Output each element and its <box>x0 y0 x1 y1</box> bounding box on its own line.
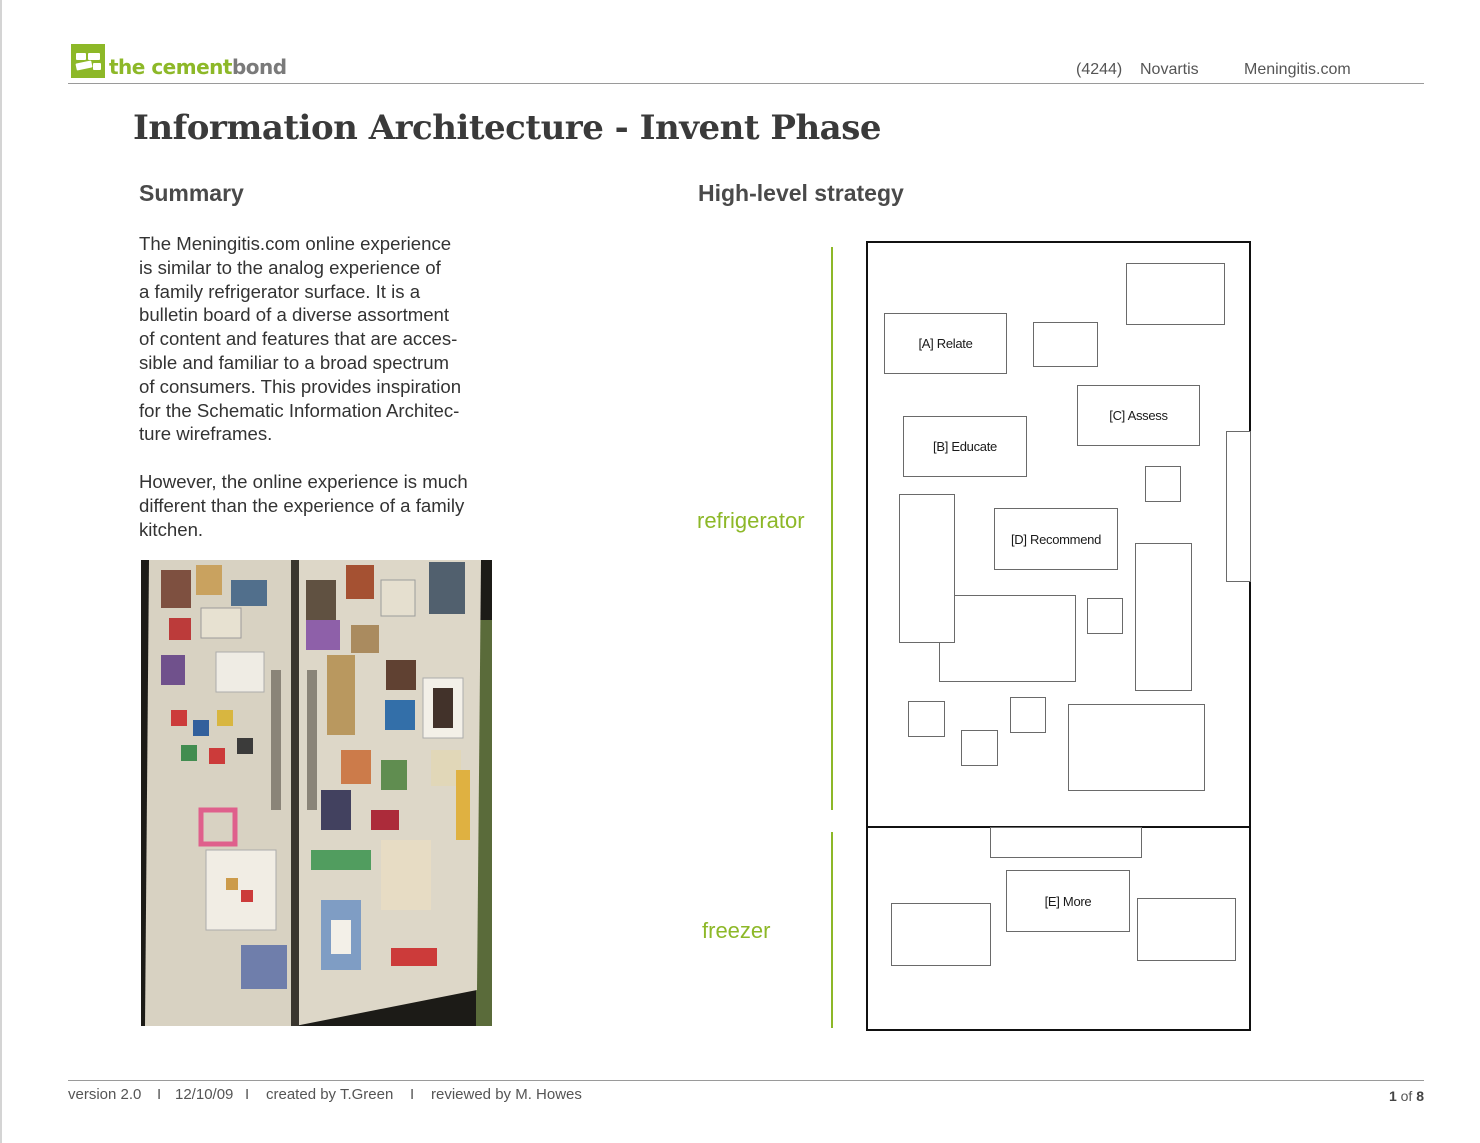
placeholder-box <box>1226 431 1251 582</box>
footer-separator: I <box>245 1086 250 1103</box>
placeholder-box <box>891 903 991 966</box>
footer-divider <box>68 1080 1424 1081</box>
placeholder-box <box>990 827 1142 858</box>
placeholder-box <box>1135 543 1192 691</box>
page-total: 8 <box>1416 1088 1424 1104</box>
project-code: (4244) <box>1076 61 1123 78</box>
summary-line: of content and features that are acces- <box>139 328 458 350</box>
summary-line: bulletin board of a diverse assortment <box>139 304 450 326</box>
cementbond-logo <box>71 42 287 78</box>
freezer-label: freezer <box>702 918 771 943</box>
summary-line: The Meningitis.com online experience <box>139 233 452 254</box>
footer-reviewed-by: reviewed by M. Howes <box>431 1086 582 1103</box>
summary-paragraph-1 <box>139 232 509 446</box>
page-edge <box>0 0 2 1143</box>
footer-separator: I <box>410 1086 415 1103</box>
summary-line: ture wireframes. <box>139 423 273 445</box>
placeholder-box <box>1145 466 1181 502</box>
client-name: Novartis <box>1140 61 1199 78</box>
refrigerator-photo <box>141 560 492 1026</box>
cement-brick-icon <box>71 44 105 78</box>
refrigerator-bracket-line <box>831 247 833 810</box>
summary-line: a family refrigerator surface. It is a <box>139 280 421 302</box>
freezer-bracket-line <box>831 832 833 1028</box>
refrigerator-photo-illustration <box>141 560 492 1026</box>
summary-line: kitchen. <box>139 518 204 540</box>
footer-date: 12/10/09 <box>175 1086 234 1103</box>
summary-line: of consumers. This provides inspiration <box>139 375 462 397</box>
refrigerator-label: refrigerator <box>697 508 805 533</box>
footer-version: version 2.0 <box>68 1086 142 1103</box>
summary-line: is similar to the analog experience of <box>139 256 441 278</box>
placeholder-box <box>1126 263 1225 325</box>
logo-text-the-cement: the cement <box>109 55 232 79</box>
footer-created-by: created by T.Green <box>266 1086 394 1103</box>
more-box: [E] More <box>1006 870 1130 932</box>
page-number <box>1389 1088 1424 1104</box>
page-of: of <box>1400 1088 1413 1104</box>
header-divider <box>68 83 1424 84</box>
page-title: Information Architecture - Invent Phase <box>133 108 881 148</box>
relate-box: [A] Relate <box>884 313 1007 374</box>
placeholder-box <box>1033 322 1098 367</box>
placeholder-box <box>1010 697 1046 733</box>
page-current: 1 <box>1388 1088 1397 1104</box>
educate-box: [B] Educate <box>903 416 1027 477</box>
recommend-box: [D] Recommend <box>994 508 1118 570</box>
summary-paragraph-2 <box>139 470 509 541</box>
summary-line: However, the online experience is much <box>139 471 468 492</box>
summary-heading: Summary <box>139 180 244 206</box>
placeholder-box <box>899 494 955 643</box>
footer-separator: I <box>157 1086 162 1103</box>
logo-wordmark <box>109 57 287 78</box>
placeholder-box <box>1137 898 1236 961</box>
placeholder-box <box>1087 598 1123 634</box>
assess-box: [C] Assess <box>1077 385 1200 446</box>
summary-line: different than the experience of a family <box>139 494 465 516</box>
site-name: Meningitis.com <box>1244 61 1351 78</box>
placeholder-box <box>1068 704 1205 791</box>
summary-line: sible and familiar to a broad spectrum <box>139 351 450 373</box>
placeholder-box <box>961 730 998 766</box>
logo-text-bond: bond <box>231 55 287 79</box>
placeholder-box <box>939 595 1076 682</box>
summary-line: for the Schematic Information Architec- <box>139 399 460 421</box>
strategy-heading: High-level strategy <box>698 180 904 206</box>
placeholder-box <box>908 701 945 737</box>
